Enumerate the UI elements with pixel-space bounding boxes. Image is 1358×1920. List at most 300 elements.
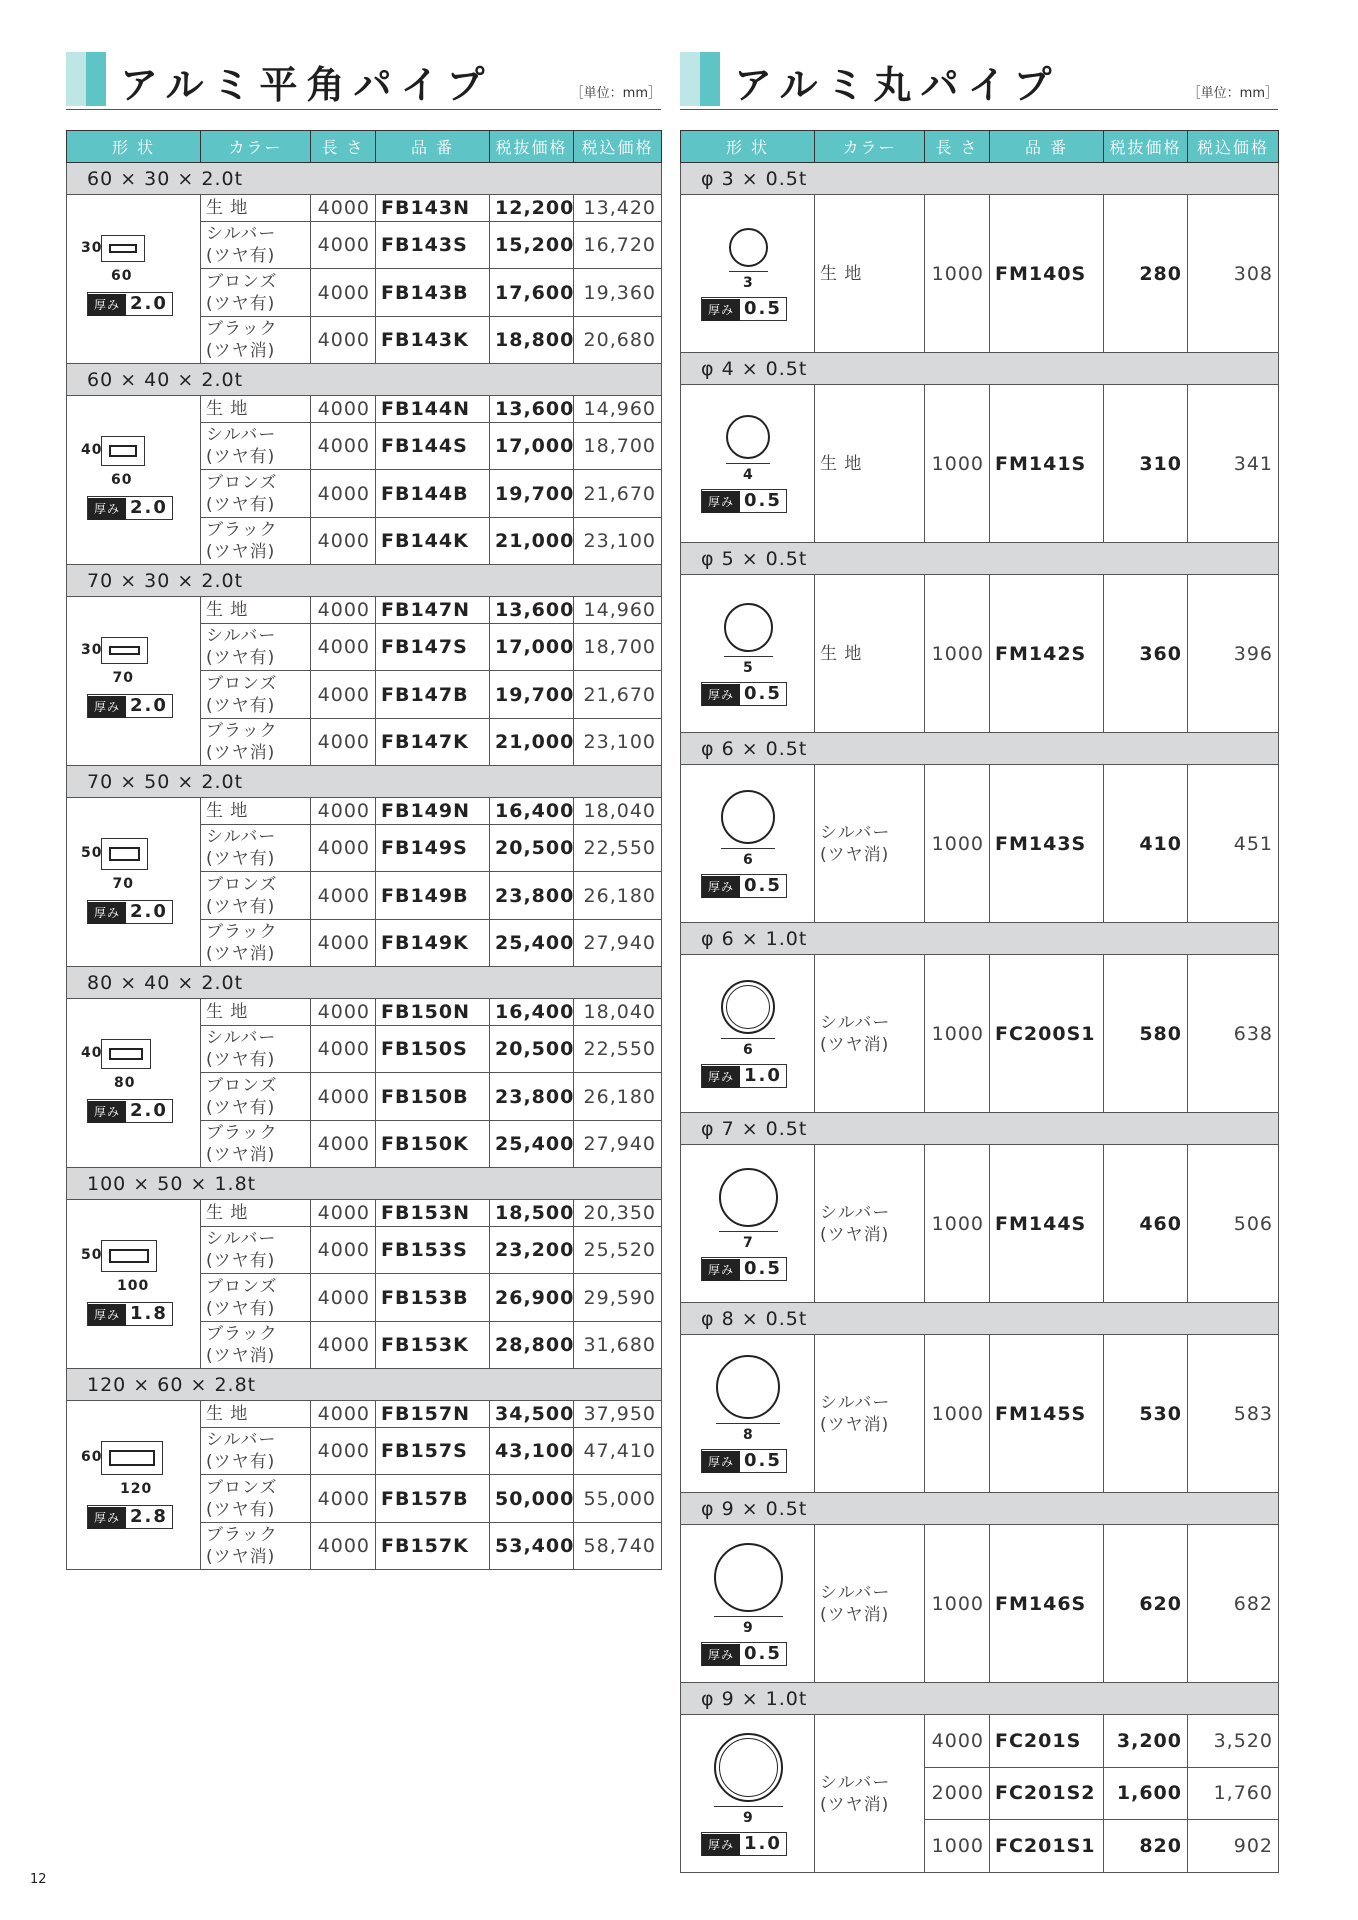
price-incl-tax: 23,100 xyxy=(574,517,662,564)
thickness-badge xyxy=(701,297,787,321)
product-code: FB147B xyxy=(376,671,490,718)
price-excl-tax: 23,200 xyxy=(490,1227,574,1274)
price-incl-tax: 21,670 xyxy=(574,671,662,718)
price-incl-tax: 47,410 xyxy=(574,1428,662,1475)
product-code: FB144N xyxy=(376,396,490,423)
length-cell: 2000 xyxy=(925,1767,990,1820)
table-row xyxy=(681,765,1279,923)
thickness-value: 2.0 xyxy=(130,901,168,922)
shape-cell xyxy=(681,1145,815,1303)
product-code: FB157S xyxy=(376,1428,490,1475)
group-row xyxy=(681,1493,1279,1525)
table-row xyxy=(681,1335,1279,1493)
thickness-badge xyxy=(701,1064,787,1088)
shape-cell xyxy=(681,1715,815,1873)
table-header xyxy=(681,131,1279,163)
length-cell: 4000 xyxy=(311,1428,376,1475)
product-code: FB153K xyxy=(376,1321,490,1368)
price-incl-tax: 682 xyxy=(1188,1525,1279,1683)
round-pipe-table xyxy=(680,130,1279,1873)
thickness-label: 厚み xyxy=(702,491,740,513)
price-incl-tax: 506 xyxy=(1188,1145,1279,1303)
length-cell: 1000 xyxy=(925,575,990,733)
product-code: FB147K xyxy=(376,718,490,765)
product-code: FB147N xyxy=(376,597,490,624)
color-cell: シルバー (ツヤ消) xyxy=(815,955,925,1113)
price-incl-tax: 18,040 xyxy=(574,999,662,1026)
dim-height: 40 xyxy=(81,441,103,458)
price-incl-tax: 21,670 xyxy=(574,470,662,517)
color-cell: シルバー (ツヤ消) xyxy=(815,1145,925,1303)
shape-diagram xyxy=(681,1145,815,1302)
shape-diagram xyxy=(681,1715,815,1872)
price-incl-tax: 583 xyxy=(1188,1335,1279,1493)
length-cell: 4000 xyxy=(311,1274,376,1321)
color-cell: シルバー (ツヤ有) xyxy=(201,423,311,470)
length-cell: 1000 xyxy=(925,1525,990,1683)
length-cell: 4000 xyxy=(311,1522,376,1569)
pipe-circle xyxy=(716,1355,780,1419)
length-cell: 4000 xyxy=(311,1026,376,1073)
price-incl-tax: 20,350 xyxy=(574,1200,662,1227)
price-incl-tax: 37,950 xyxy=(574,1401,662,1428)
price-excl-tax: 820 xyxy=(1104,1820,1188,1873)
shape-diagram xyxy=(681,955,815,1112)
thickness-value: 0.5 xyxy=(744,875,782,896)
price-excl-tax: 460 xyxy=(1104,1145,1188,1303)
color-cell: シルバー (ツヤ消) xyxy=(815,765,925,923)
length-cell: 4000 xyxy=(311,316,376,363)
color-cell: シルバー (ツヤ消) xyxy=(815,1335,925,1493)
title-accent xyxy=(86,52,106,106)
length-cell: 4000 xyxy=(311,470,376,517)
shape-cell xyxy=(681,385,815,543)
rect-profile xyxy=(109,1048,143,1060)
length-cell: 1000 xyxy=(925,195,990,353)
thickness-badge xyxy=(87,900,173,924)
price-excl-tax: 13,600 xyxy=(490,597,574,624)
thickness-value: 0.5 xyxy=(744,490,782,511)
product-code: FB153N xyxy=(376,1200,490,1227)
thickness-value: 2.8 xyxy=(130,1506,168,1528)
group-row xyxy=(681,1113,1279,1145)
color-cell: シルバー (ツヤ消) xyxy=(815,1715,925,1873)
price-excl-tax: 310 xyxy=(1104,385,1188,543)
shape-diagram xyxy=(67,1200,201,1368)
product-code: FB149N xyxy=(376,798,490,825)
thickness-value: 0.5 xyxy=(744,1450,782,1471)
dim-height: 30 xyxy=(81,641,103,658)
dim-diameter: 6 xyxy=(743,1042,754,1058)
title-rule xyxy=(66,109,661,110)
group-row xyxy=(67,766,662,798)
pipe-circle xyxy=(714,1543,783,1612)
thickness-label: 厚み xyxy=(702,1644,740,1666)
price-excl-tax: 16,400 xyxy=(490,999,574,1026)
length-cell: 4000 xyxy=(311,798,376,825)
section-title xyxy=(66,52,661,106)
table-row xyxy=(67,1401,662,1428)
group-size: φ 8 × 0.5t xyxy=(681,1303,1279,1335)
color-cell: 生 地 xyxy=(815,385,925,543)
thickness-label: 厚み xyxy=(88,696,126,718)
dim-line xyxy=(721,1038,775,1039)
thickness-label: 厚み xyxy=(88,294,126,316)
shape-cell xyxy=(67,999,201,1168)
dim-height: 30 xyxy=(81,239,103,256)
product-code: FB143S xyxy=(376,222,490,269)
group-size: φ 9 × 1.0t xyxy=(681,1683,1279,1715)
color-cell: 生 地 xyxy=(815,195,925,353)
color-cell: シルバー (ツヤ有) xyxy=(201,1026,311,1073)
price-excl-tax: 580 xyxy=(1104,955,1188,1113)
shape-diagram xyxy=(681,575,815,732)
pipe-circle xyxy=(726,415,770,459)
group-row xyxy=(67,1168,662,1200)
group-size: 60 × 30 × 2.0t xyxy=(67,163,662,195)
length-cell: 4000 xyxy=(311,195,376,222)
thickness-badge xyxy=(87,292,173,316)
price-excl-tax: 20,500 xyxy=(490,825,574,872)
product-code: FB157B xyxy=(376,1475,490,1522)
length-cell: 4000 xyxy=(311,872,376,919)
thickness-badge xyxy=(701,489,787,513)
group-size: φ 3 × 0.5t xyxy=(681,163,1279,195)
price-incl-tax: 341 xyxy=(1188,385,1279,543)
table-row xyxy=(67,999,662,1026)
group-size: φ 5 × 0.5t xyxy=(681,543,1279,575)
color-cell: 生 地 xyxy=(201,1200,311,1227)
length-cell: 1000 xyxy=(925,765,990,923)
price-excl-tax: 25,400 xyxy=(490,919,574,966)
shape-diagram xyxy=(681,765,815,922)
color-cell: 生 地 xyxy=(201,195,311,222)
group-row xyxy=(67,967,662,999)
price-excl-tax: 410 xyxy=(1104,765,1188,923)
table-row xyxy=(67,396,662,423)
table-row xyxy=(681,1145,1279,1303)
length-cell: 4000 xyxy=(311,222,376,269)
shape-cell xyxy=(67,195,201,364)
product-code: FM145S xyxy=(990,1335,1104,1493)
color-cell: シルバー (ツヤ有) xyxy=(201,1428,311,1475)
pipe-circle xyxy=(729,228,768,267)
dim-line xyxy=(719,1231,778,1232)
product-code: FM143S xyxy=(990,765,1104,923)
length-cell: 1000 xyxy=(925,1335,990,1493)
shape-diagram xyxy=(67,999,201,1167)
thickness-label: 厚み xyxy=(702,684,740,706)
rect-profile xyxy=(109,847,140,861)
column-header: 形 状 xyxy=(67,131,201,163)
thickness-label: 厚み xyxy=(702,299,740,321)
pipe-circle xyxy=(719,1168,778,1227)
price-excl-tax: 1,600 xyxy=(1104,1767,1188,1820)
table-row xyxy=(67,195,662,222)
title-accent xyxy=(700,52,720,106)
price-incl-tax: 25,520 xyxy=(574,1227,662,1274)
price-excl-tax: 620 xyxy=(1104,1525,1188,1683)
group-row xyxy=(681,1303,1279,1335)
product-code: FM142S xyxy=(990,575,1104,733)
price-incl-tax: 638 xyxy=(1188,955,1279,1113)
price-excl-tax: 360 xyxy=(1104,575,1188,733)
product-code: FB149S xyxy=(376,825,490,872)
shape-diagram xyxy=(681,195,815,352)
group-row xyxy=(681,923,1279,955)
section-title xyxy=(680,52,1278,106)
price-excl-tax: 23,800 xyxy=(490,1073,574,1120)
rect-profile xyxy=(109,1249,149,1263)
price-excl-tax: 18,800 xyxy=(490,316,574,363)
color-cell: ブラック (ツヤ消) xyxy=(201,1522,311,1569)
color-cell: ブラック (ツヤ消) xyxy=(201,316,311,363)
column-header: カラー xyxy=(815,131,925,163)
product-code: FB150K xyxy=(376,1120,490,1167)
group-size: 60 × 40 × 2.0t xyxy=(67,364,662,396)
dim-width: 80 xyxy=(114,1074,136,1091)
shape-diagram xyxy=(681,385,815,542)
dim-line xyxy=(714,1806,783,1807)
dim-diameter: 9 xyxy=(743,1619,754,1636)
shape-diagram xyxy=(67,195,201,363)
price-incl-tax: 18,700 xyxy=(574,624,662,671)
price-excl-tax: 530 xyxy=(1104,1335,1188,1493)
pipe-inner-circle xyxy=(726,985,770,1029)
price-excl-tax: 17,000 xyxy=(490,624,574,671)
length-cell: 4000 xyxy=(311,423,376,470)
price-excl-tax: 19,700 xyxy=(490,671,574,718)
color-cell: ブロンズ (ツヤ有) xyxy=(201,1274,311,1321)
shape-cell xyxy=(681,1525,815,1683)
thickness-badge xyxy=(701,1257,787,1281)
product-code: FB144B xyxy=(376,470,490,517)
price-incl-tax: 23,100 xyxy=(574,718,662,765)
table-row xyxy=(681,385,1279,543)
group-row xyxy=(681,543,1279,575)
rect-profile xyxy=(109,445,137,457)
price-excl-tax: 18,500 xyxy=(490,1200,574,1227)
color-cell: ブラック (ツヤ消) xyxy=(201,718,311,765)
color-cell: 生 地 xyxy=(815,575,925,733)
column-header: 税抜価格 xyxy=(490,131,574,163)
column-header: 形 状 xyxy=(681,131,815,163)
group-size: 120 × 60 × 2.8t xyxy=(67,1369,662,1401)
product-code: FB149K xyxy=(376,919,490,966)
dim-line xyxy=(716,1423,780,1424)
title-text: アルミ平角パイプ xyxy=(120,63,494,107)
length-cell: 1000 xyxy=(925,385,990,543)
product-code: FB143B xyxy=(376,269,490,316)
group-size: φ 7 × 0.5t xyxy=(681,1113,1279,1145)
page-number: 12 xyxy=(30,1872,47,1887)
shape-diagram xyxy=(67,597,201,765)
column-header: 品 番 xyxy=(990,131,1104,163)
shape-cell xyxy=(67,597,201,766)
price-excl-tax: 34,500 xyxy=(490,1401,574,1428)
thickness-value: 0.5 xyxy=(744,1642,782,1664)
price-incl-tax: 451 xyxy=(1188,765,1279,923)
column-header: 長 さ xyxy=(311,131,376,163)
thickness-value: 2.0 xyxy=(130,1099,168,1121)
product-code: FM146S xyxy=(990,1525,1104,1683)
dim-diameter: 9 xyxy=(743,1809,754,1826)
price-incl-tax: 20,680 xyxy=(574,316,662,363)
price-incl-tax: 55,000 xyxy=(574,1475,662,1522)
product-code: FB150N xyxy=(376,999,490,1026)
thickness-value: 0.5 xyxy=(744,1257,782,1279)
price-excl-tax: 17,600 xyxy=(490,269,574,316)
price-excl-tax: 28,800 xyxy=(490,1321,574,1368)
shape-cell xyxy=(681,575,815,733)
pipe-circle xyxy=(724,603,773,652)
dim-diameter: 5 xyxy=(743,659,754,676)
price-excl-tax: 280 xyxy=(1104,195,1188,353)
group-size: 70 × 50 × 2.0t xyxy=(67,766,662,798)
product-code: FB150S xyxy=(376,1026,490,1073)
shape-diagram xyxy=(67,1401,201,1569)
shape-cell xyxy=(67,798,201,967)
group-row xyxy=(681,163,1279,195)
table-header xyxy=(67,131,662,163)
thickness-value: 0.5 xyxy=(744,297,782,319)
group-size: φ 6 × 1.0t xyxy=(681,923,1279,955)
length-cell: 4000 xyxy=(311,1073,376,1120)
thickness-label: 厚み xyxy=(88,1507,126,1529)
rect-profile xyxy=(109,244,137,253)
table-row xyxy=(681,1525,1279,1683)
price-incl-tax: 58,740 xyxy=(574,1522,662,1569)
thickness-badge xyxy=(87,1302,173,1326)
rect-profile xyxy=(109,646,140,655)
dim-width: 100 xyxy=(117,1278,150,1294)
product-code: FB150B xyxy=(376,1073,490,1120)
dim-width: 60 xyxy=(111,471,133,488)
title-rule xyxy=(680,109,1278,110)
thickness-value: 1.0 xyxy=(744,1065,782,1086)
flat-pipe-table xyxy=(66,130,662,1570)
group-row xyxy=(67,565,662,597)
color-cell: ブラック (ツヤ消) xyxy=(201,1321,311,1368)
length-cell: 4000 xyxy=(311,269,376,316)
thickness-value: 1.0 xyxy=(744,1832,782,1854)
color-cell: シルバー (ツヤ有) xyxy=(201,825,311,872)
thickness-value: 2.0 xyxy=(130,496,168,518)
group-row xyxy=(681,733,1279,765)
price-excl-tax: 50,000 xyxy=(490,1475,574,1522)
color-cell: 生 地 xyxy=(201,1401,311,1428)
thickness-badge xyxy=(701,1642,787,1666)
dim-width: 60 xyxy=(111,268,133,285)
price-excl-tax: 20,500 xyxy=(490,1026,574,1073)
product-code: FB143N xyxy=(376,195,490,222)
length-cell: 4000 xyxy=(311,396,376,423)
thickness-value: 2.0 xyxy=(130,695,168,717)
color-cell: ブロンズ (ツヤ有) xyxy=(201,470,311,517)
color-cell: 生 地 xyxy=(201,597,311,624)
product-code: FB144K xyxy=(376,517,490,564)
thickness-badge xyxy=(701,682,787,706)
color-cell: ブロンズ (ツヤ有) xyxy=(201,1475,311,1522)
price-excl-tax: 21,000 xyxy=(490,718,574,765)
price-incl-tax: 16,720 xyxy=(574,222,662,269)
product-code: FC200S1 xyxy=(990,955,1104,1113)
length-cell: 4000 xyxy=(311,624,376,671)
price-excl-tax: 43,100 xyxy=(490,1428,574,1475)
group-row xyxy=(681,1683,1279,1715)
price-incl-tax: 29,590 xyxy=(574,1274,662,1321)
product-code: FC201S1 xyxy=(990,1820,1104,1873)
shape-cell xyxy=(67,1200,201,1369)
title-text: アルミ丸パイプ xyxy=(734,63,1061,107)
dim-height: 50 xyxy=(81,845,103,861)
group-row xyxy=(67,1369,662,1401)
price-incl-tax: 902 xyxy=(1188,1820,1279,1873)
color-cell: ブロンズ (ツヤ有) xyxy=(201,872,311,919)
thickness-badge xyxy=(701,874,787,898)
group-size: 80 × 40 × 2.0t xyxy=(67,967,662,999)
product-code: FM144S xyxy=(990,1145,1104,1303)
unit-label: ［単位：mm］ xyxy=(1187,86,1278,101)
length-cell: 4000 xyxy=(311,825,376,872)
length-cell: 4000 xyxy=(311,718,376,765)
color-cell: シルバー (ツヤ有) xyxy=(201,222,311,269)
color-cell: ブラック (ツヤ消) xyxy=(201,517,311,564)
color-cell: 生 地 xyxy=(201,396,311,423)
length-cell: 4000 xyxy=(311,919,376,966)
product-code: FB157N xyxy=(376,1401,490,1428)
product-code: FB149B xyxy=(376,872,490,919)
shape-cell xyxy=(681,955,815,1113)
column-header: 税抜価格 xyxy=(1104,131,1188,163)
price-excl-tax: 19,700 xyxy=(490,470,574,517)
price-excl-tax: 23,800 xyxy=(490,872,574,919)
thickness-label: 厚み xyxy=(88,1304,126,1326)
product-code: FM140S xyxy=(990,195,1104,353)
thickness-label: 厚み xyxy=(88,1101,126,1123)
column-header: 品 番 xyxy=(376,131,490,163)
column-header: 長 さ xyxy=(925,131,990,163)
group-size: φ 4 × 0.5t xyxy=(681,353,1279,385)
thickness-label: 厚み xyxy=(88,498,126,520)
price-excl-tax: 3,200 xyxy=(1104,1715,1188,1768)
dim-line xyxy=(714,1616,783,1617)
group-row xyxy=(67,163,662,195)
table-row xyxy=(681,955,1279,1113)
price-incl-tax: 22,550 xyxy=(574,1026,662,1073)
color-cell: シルバー (ツヤ有) xyxy=(201,1227,311,1274)
title-accent-light xyxy=(680,52,700,106)
pipe-circle xyxy=(721,790,775,844)
thickness-label: 厚み xyxy=(702,1451,740,1473)
color-cell: 生 地 xyxy=(201,999,311,1026)
table-row xyxy=(67,1200,662,1227)
price-incl-tax: 27,940 xyxy=(574,1120,662,1167)
color-cell: ブロンズ (ツヤ有) xyxy=(201,671,311,718)
column-header: 税込価格 xyxy=(574,131,662,163)
color-cell: ブラック (ツヤ消) xyxy=(201,1120,311,1167)
length-cell: 4000 xyxy=(925,1715,990,1768)
price-incl-tax: 18,040 xyxy=(574,798,662,825)
dim-height: 60 xyxy=(81,1449,103,1466)
thickness-value: 2.0 xyxy=(130,293,168,315)
price-incl-tax: 308 xyxy=(1188,195,1279,353)
shape-diagram xyxy=(67,798,201,966)
price-excl-tax: 17,000 xyxy=(490,423,574,470)
column-header: カラー xyxy=(201,131,311,163)
price-incl-tax: 27,940 xyxy=(574,919,662,966)
table-row xyxy=(67,798,662,825)
